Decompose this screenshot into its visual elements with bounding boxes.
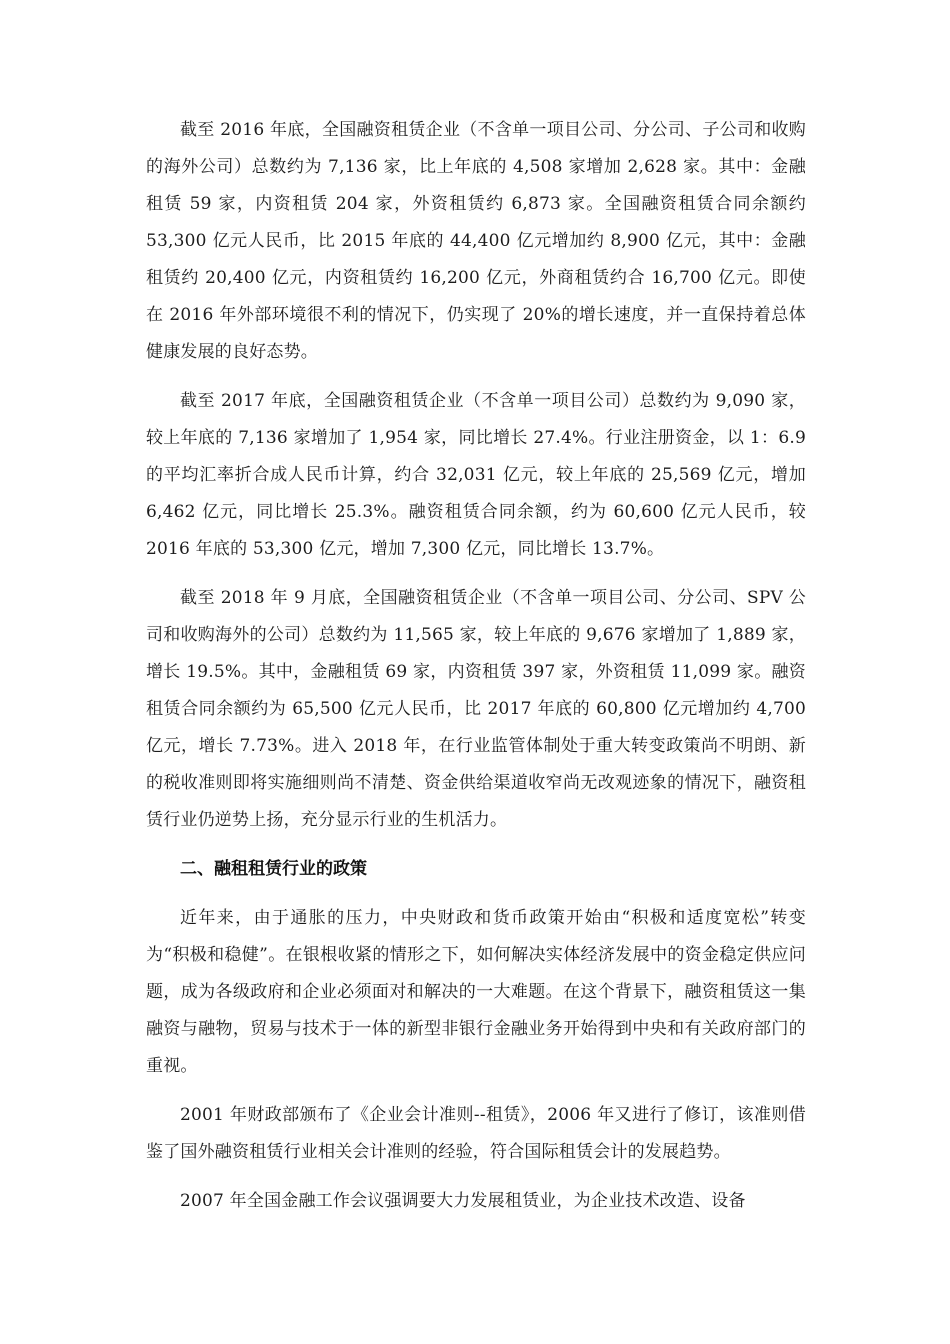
paragraph-2017-statistics: 截至 2017 年底，全国融资租赁企业（不含单一项目公司）总数约为 9,090 家，较上年底的 7,136 家增加了 1,954 家，同比增长 27.4%。行业注册资金，以 1：6.9 的平均汇率折合成人民币计算，约合 32,031 亿元，较上年底的 25,569 亿元，增加 6,462 亿元，同比增长 25.3%。融资租赁合同余额，约为 60,600 亿元人民币，较 2016 年底的 53,300 亿元，增加 7,300 亿元，同比增长 13.7%。 (146, 391, 806, 559)
section-heading: 二、融租租赁行业的政策 (180, 859, 367, 879)
paragraph-accounting-standard: 2001 年财政部颁布了《企业会计准则--租赁》，2006 年又进行了修订，该准则借鉴了国外融资租赁行业相关会计准则的经验，符合国际租赁会计的发展趋势。 (146, 1105, 806, 1162)
paragraph-2018-statistics: 截至 2018 年 9 月底，全国融资租赁企业（不含单一项目公司、分公司、SPV 公司和收购海外的公司）总数约为 11,565 家，较上年底的 9,676 家增加了 1,889 家，增长 19.5%。其中，金融租赁 69 家，内资租赁 397 家，外资租赁 11,099 家。融资租赁合同余额约为 65,500 亿元人民币，比 2017 年底的 60,800 亿元增加约 4,700 亿元，增长 7.73%。进入 2018 年，在行业监管体制处于重大转变政策尚不明朗、新的税收准则即将实施细则尚不清楚、资金供给渠道收窄尚无改观迹象的情况下，融资租赁行业仍逆势上扬，充分显示行业的生机活力。 (146, 588, 806, 830)
paragraph-2016-statistics: 截至 2016 年底，全国融资租赁企业（不含单一项目公司、分公司、子公司和收购的海外公司）总数约为 7,136 家，比上年底的 4,508 家增加 2,628 家。其中：金融租赁 59 家，内资租赁 204 家，外资租赁约 6,873 家。全国融资租赁合同余额约 53,300 亿元人民币，比 2015 年底的 44,400 亿元增加约 8,900 亿元，其中：金融租赁约 20,400 亿元，内资租赁约 16,200 亿元，外商租赁约合 16,700 亿元。即使在 2016 年外部环境很不利的情况下，仍实现了 20%的增长速度，并一直保持着总体健康发展的良好态势。 (146, 120, 806, 362)
paragraph-2007-conference: 2007 年全国金融工作会议强调要大力发展租赁业，为企业技术改造、设备 (180, 1191, 746, 1211)
paragraph-policy-background: 近年来，由于通胀的压力，中央财政和货币政策开始由“积极和适度宽松”转变为“积极和稳健”。在银根收紧的情形之下，如何解决实体经济发展中的资金稳定供应问题，成为各级政府和企业必须面对和解决的一大难题。在这个背景下，融资租赁这一集融资与融物，贸易与技术于一体的新型非银行金融业务开始得到中央和有关政府部门的重视。 (146, 908, 806, 1076)
document-body (146, 112, 806, 1232)
